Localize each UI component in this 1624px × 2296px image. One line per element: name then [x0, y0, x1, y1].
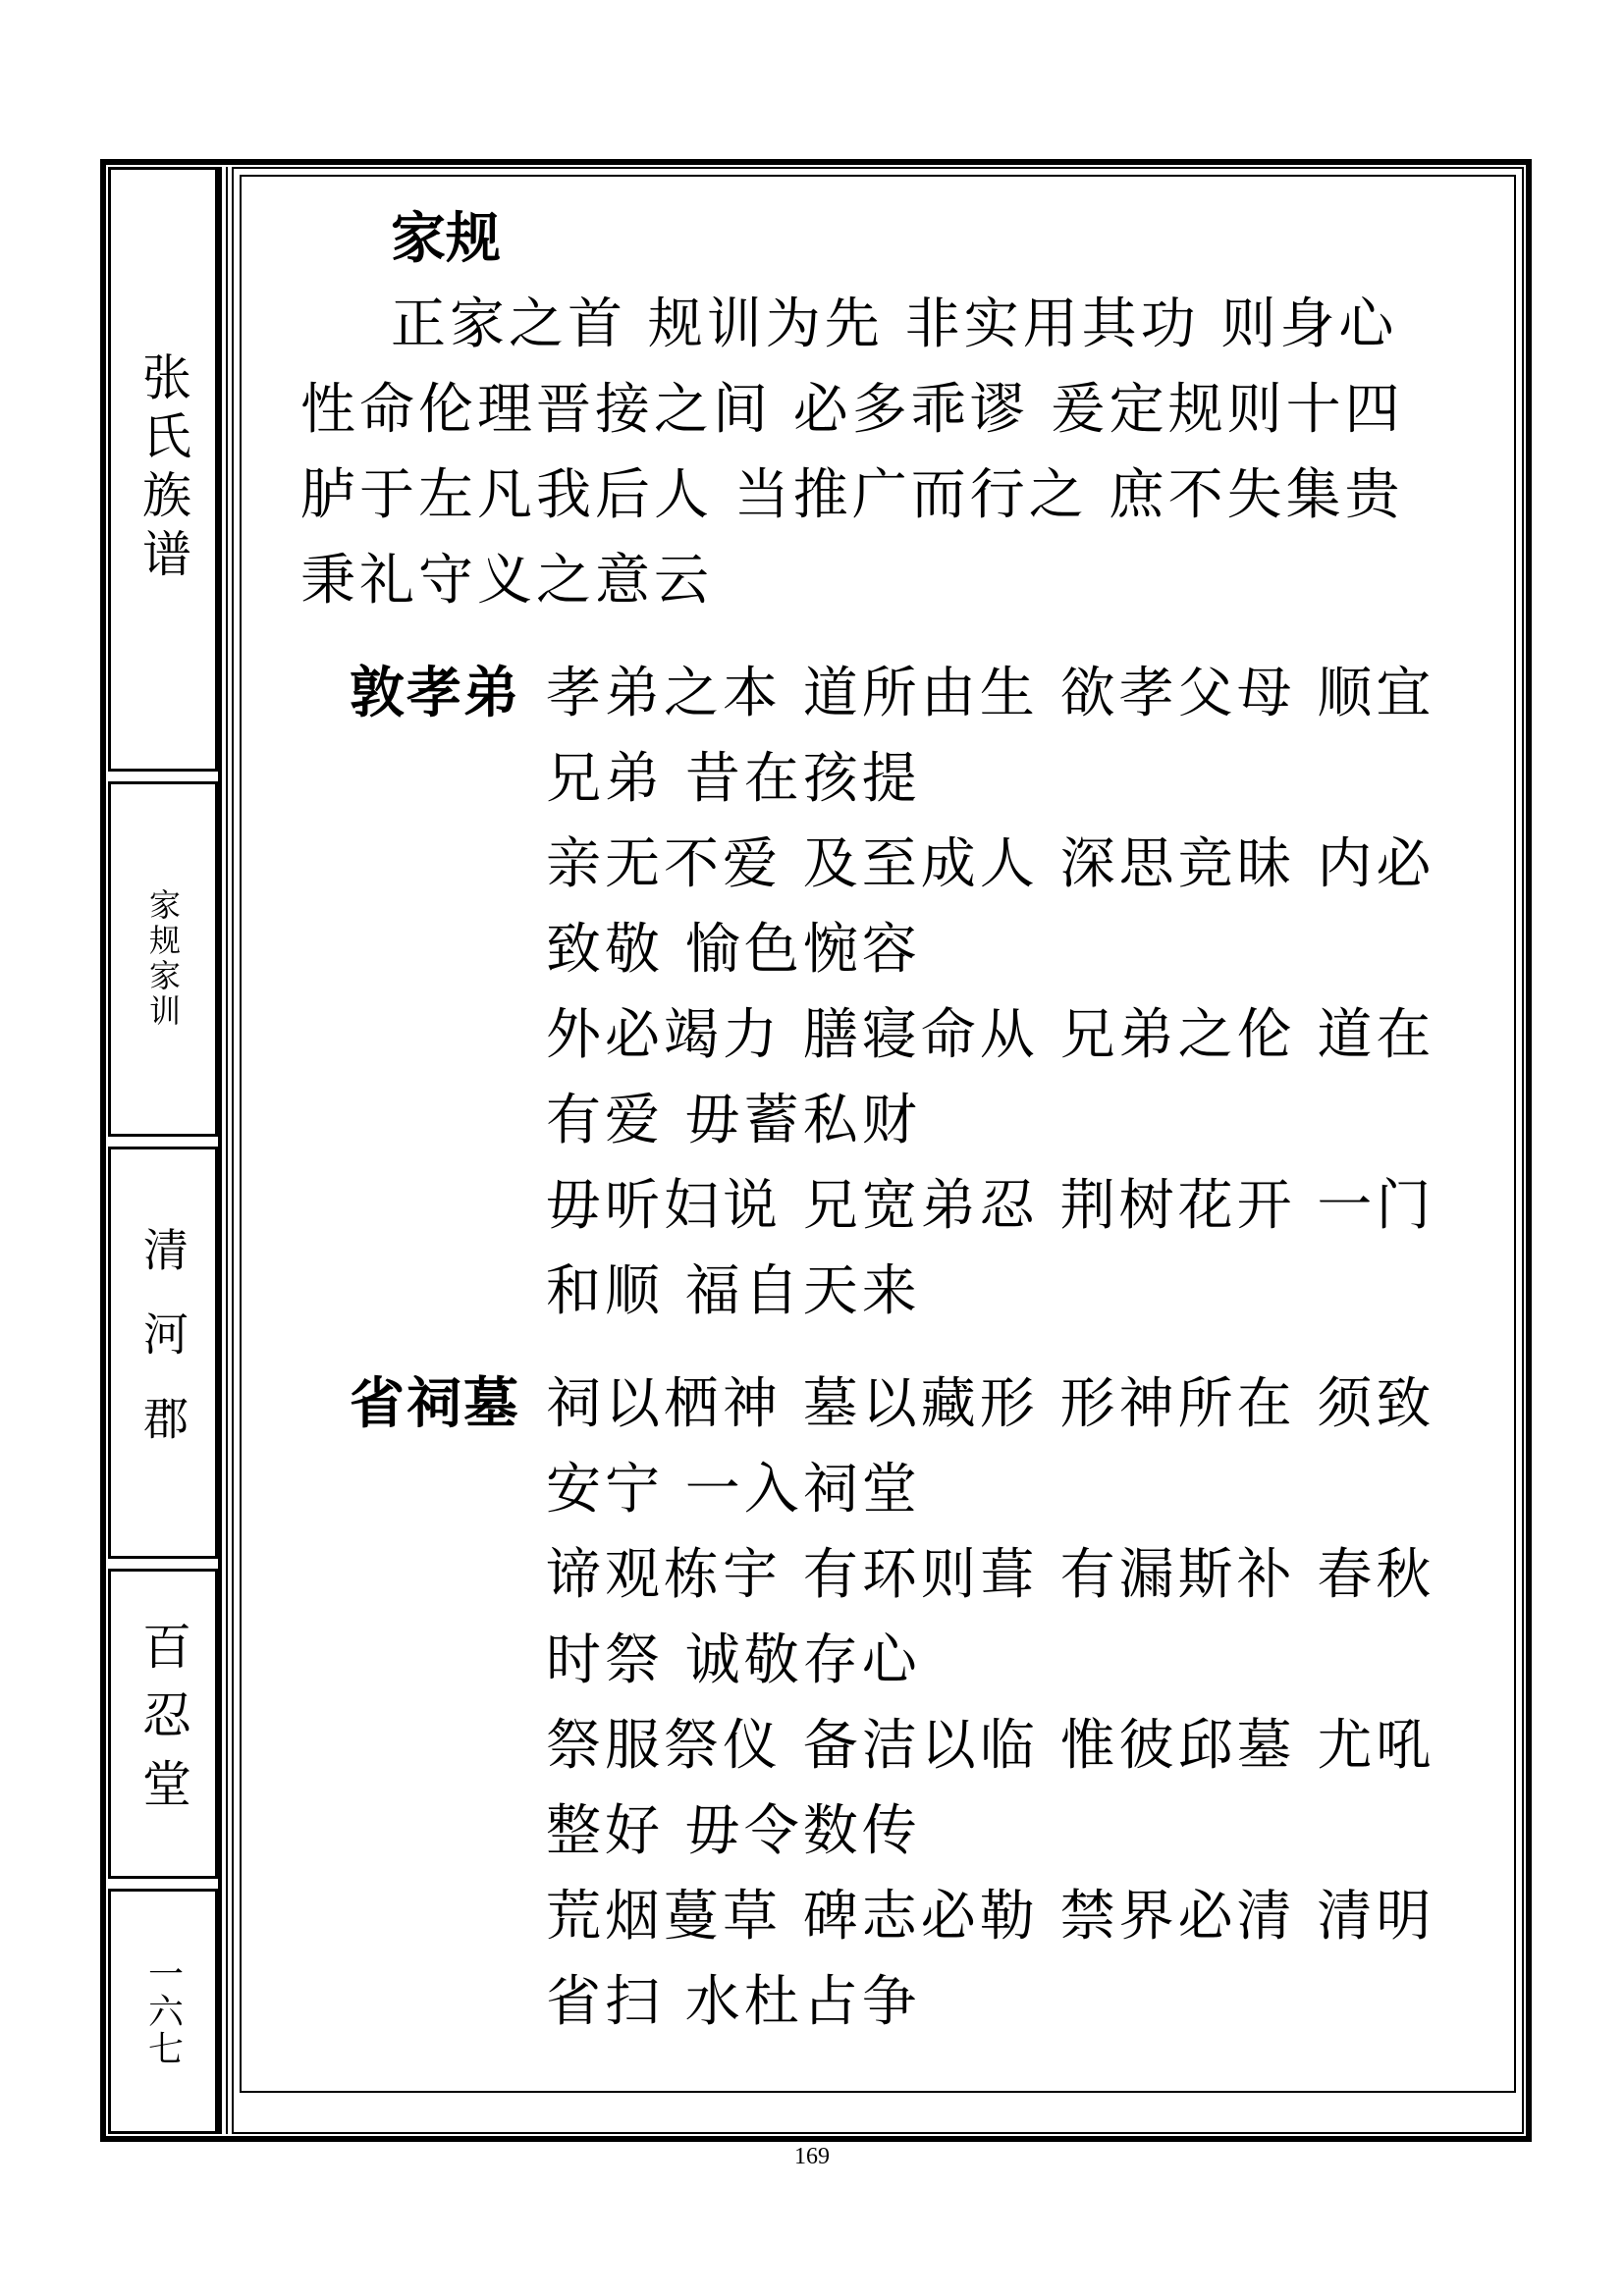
side-section-cell — [108, 781, 218, 1137]
side-page-cell — [108, 1889, 218, 2134]
commandery-name: 清河郡 — [136, 1226, 189, 1479]
verse-line: 省扫 水杜占争 — [546, 1970, 921, 2034]
side-book-title-cell — [108, 167, 218, 772]
section-filial-piety — [300, 651, 1489, 1334]
chinese-page-number: 一六七 — [142, 1955, 184, 2067]
verse-line: 致敬 愉色惋容 — [546, 918, 921, 982]
verse-line: 时祭 诚敬存心 — [546, 1629, 921, 1692]
hall-name: 百忍堂 — [135, 1621, 191, 1827]
intro-line: 正家之首 规训为先 非实用其功 则身心 — [391, 293, 1398, 356]
intro-line: 胪于左凡我后人 当推广而行之 庶不失集贵 — [300, 463, 1404, 527]
intro-line: 秉礼守义之意云 — [300, 549, 713, 613]
page-number: 169 — [794, 2144, 830, 2169]
side-hall-cell — [108, 1569, 218, 1879]
verse-line: 亲无不爱 及至成人 深思竞昧 内必 — [546, 832, 1435, 896]
book-title: 张氏族谱 — [135, 351, 191, 587]
intro-line: 性命伦理晋接之间 必多乖谬 爰定规则十四 — [300, 378, 1404, 442]
divider-thin — [226, 167, 228, 2134]
section-heading: 敦孝弟 — [350, 662, 520, 725]
verse-line: 有爱 毋蓄私财 — [546, 1089, 921, 1152]
verse-line: 外必竭力 膳寝命从 兄弟之伦 道在 — [546, 1003, 1435, 1067]
intro-paragraph — [300, 282, 1489, 623]
verse-line: 安宁 一入祠堂 — [546, 1458, 921, 1522]
verse-line: 祭服祭仪 备洁以临 惟彼邱墓 尤吼 — [546, 1714, 1435, 1778]
verse-line: 祠以栖神 墓以藏形 形神所在 须致 — [546, 1372, 1435, 1436]
verse-line: 孝弟之本 道所由生 欲孝父母 顺宜 — [546, 662, 1435, 725]
divider-thick — [218, 167, 222, 2134]
verse-line: 毋听妇说 兄宽弟忍 荆树花开 一门 — [546, 1174, 1435, 1238]
main-content — [300, 196, 1489, 2045]
verse-line: 谛观栋宇 有环则葺 有漏斯补 春秋 — [546, 1543, 1435, 1607]
section-heading: 省祠墓 — [350, 1372, 520, 1436]
verse-line: 荒烟蔓草 碑志必勒 禁界必清 清明 — [546, 1885, 1435, 1949]
section-body — [546, 651, 1489, 1334]
section-label: 家规家训 — [144, 888, 182, 1030]
section-ancestral-tombs — [300, 1362, 1489, 2045]
side-commandery-cell — [108, 1147, 218, 1559]
verse-line: 和顺 福自天来 — [546, 1259, 921, 1323]
page-title: 家规 — [391, 207, 501, 271]
verse-line: 兄弟 昔在孩提 — [546, 747, 921, 811]
section-body — [546, 1362, 1489, 2045]
verse-line: 整好 毋令数传 — [546, 1799, 921, 1863]
side-column — [108, 167, 218, 2134]
